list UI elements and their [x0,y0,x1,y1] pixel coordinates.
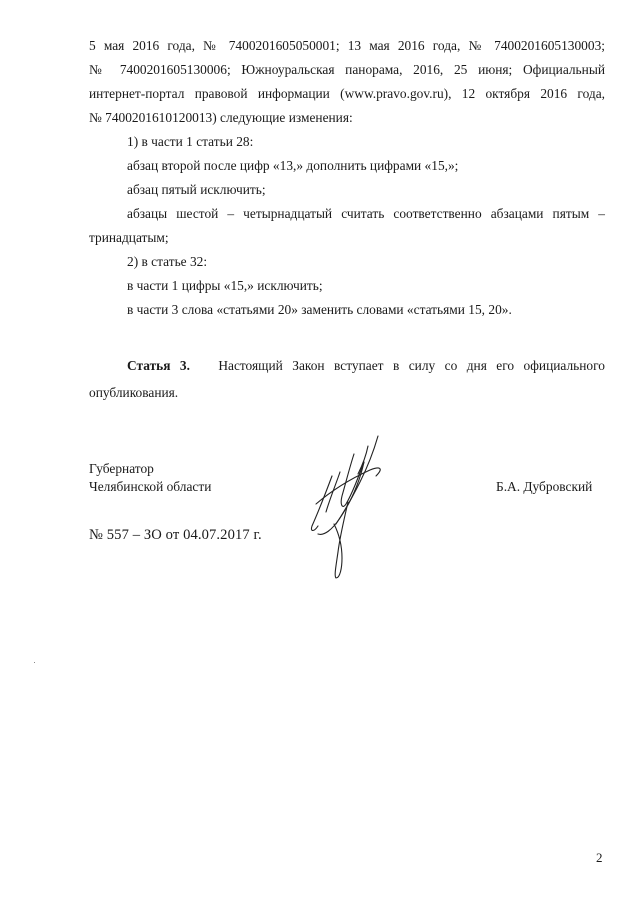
article-3-text: Настоящий Закон вступает в силу со дня его официального [218,358,605,373]
text-line: интернет-портал правовой информации (www.pravo.gov.ru), 12 октября 2016 года, [89,86,605,101]
position-line-1: Губернатор [89,461,154,476]
article-3-text-cont: опубликования. [89,385,179,400]
handwritten-signature [296,432,396,582]
amendment-item-1-b: абзац пятый исключить; [127,182,266,197]
text-line: № 7400201610120013) следующие изменения: [89,110,353,125]
article-3 [89,352,605,406]
amendment-item-1-c: абзацы шестой – четырнадцатый считать соответственно абзацами пятым – [127,206,605,221]
law-number: № 557 – ЗО от 04.07.2017 г. [89,527,262,543]
article-3-label: Статья 3. [127,358,190,373]
amendment-item-1: 1) в части 1 статьи 28: [127,134,254,149]
signatory-name: Б.А. Дубровский [496,479,593,494]
amendment-item-1-c-cont: тринадцатым; [89,230,169,245]
article-3-line [89,352,605,379]
amendment-item-2-b: в части 3 слова «статьями 20» заменить словами «статьями 15, 20». [127,302,512,317]
text-line: № 7400201605130006; Южноуральская панорама, 2016, 25 июня; Официальный [89,62,605,77]
scan-speck [34,662,35,663]
page-number: 2 [596,850,603,865]
amendment-item-2-a: в части 1 цифры «15,» исключить; [127,278,323,293]
position-line-2: Челябинской области [89,479,212,494]
amendment-item-2: 2) в статье 32: [127,254,208,269]
signatory-position [89,460,211,496]
text-line: 5 мая 2016 года, № 7400201605050001; 13 мая 2016 года, № 7400201605130003; [89,38,605,53]
amendment-item-1-a: абзац второй после цифр «13,» дополнить цифрами «15,»; [127,158,459,173]
amendments-text [89,34,605,322]
